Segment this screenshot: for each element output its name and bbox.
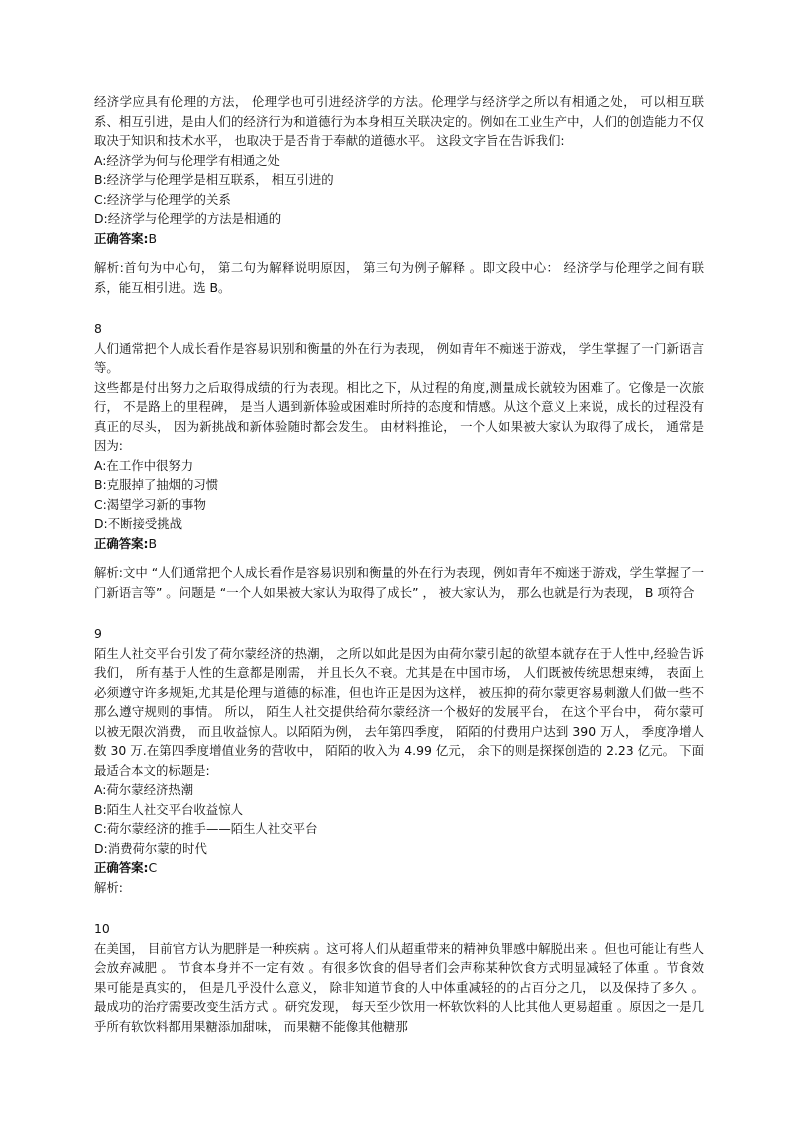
- question-7-stem: 经济学应具有伦理的方法， 伦理学也可引进经济学的方法。伦理学与经济学之所以有相通之处， 可以相互联系、相互引进，是由人们的经济行为和道德行为本身相互关联决定的。例如在工业生产中，人们的创造能力不仅取决于知识和技术水平， 也取决于是否肯于奉献的道德水平。 这段文字旨在告诉我们:: [94, 94, 704, 148]
- question-7-option-b: B:经济学与伦理学是相互联系， 相互引进的: [94, 172, 334, 187]
- question-8-option-a: A:在工作中很努力: [94, 457, 194, 473]
- question-8-stem-1: 人们通常把个人成长看作是容易识别和衡量的外在行为表现， 例如青年不痴迷于游戏， 学生掌握了一门新语言等。: [94, 340, 704, 375]
- answer-label: 正确答案:: [94, 230, 149, 246]
- question-9-option-c: C:荷尔蒙经济的推手——陌生人社交平台: [94, 821, 318, 836]
- question-8-stem-2: 这些都是付出努力之后取得成绩的行为表现。相比之下，从过程的角度,测量成长就较为困难了。它像是一次旅行， 不是路上的里程碑， 是当人遇到新体验或困难时所持的态度和情感。从这个意义上来说，成长的过程没有真正的尽头， 因为新挑战和新体验随时都会发生。 由材料推论， 一个人如果被大家认为取得了成长， 通常是因为:: [94, 379, 704, 453]
- question-7-option-d: D:经济学与伦理学的方法是相通的: [94, 211, 282, 226]
- question-9-analysis: 解析:: [94, 879, 123, 895]
- question-9-stem: 陌生人社交平台引发了荷尔蒙经济的热潮， 之所以如此是因为由荷尔蒙引起的欲望本就存在于人性中,经验告诉我们， 所有基于人性的生意都是刚需， 并且长久不衰。尤其是在中国市场， 人们既被传统思想束缚， 表面上必须遵守许多规矩,尤其是伦理与道德的标准，但也许正是因为这样， 被压抑的荷尔蒙更容易刺激人们做一些不那么遵守规则的事情。 所以， 陌生人社交提供给荷尔蒙经济一个极好的发展平台， 在这个平台中， 荷尔蒙可以被无限次消费， 而且收益惊人。以陌陌为例， 去年第四季度， 陌陌的付费用户达到 390 万人， 季度净增人数 30 万.在第四季度增值业务的营收中， 陌陌的收入为 4.99 亿元， 余下的则是探探创造的 2.23 亿元。 下面最适合本文的标题是:: [94, 645, 704, 778]
- question-8-answer: [94, 534, 704, 554]
- answer-label: 正确答案:: [94, 860, 149, 875]
- question-8-number: 8: [94, 321, 102, 336]
- question-8-option-d: D:不断接受挑战: [94, 516, 183, 531]
- question-8-answer-value: B: [148, 535, 158, 551]
- question-7-answer: [94, 229, 704, 249]
- question-7-answer-value: B: [148, 230, 158, 246]
- question-9-answer: [94, 858, 704, 878]
- question-7-option-a: A:经济学为何与伦理学有相通之处: [94, 152, 280, 168]
- document-page: [94, 92, 704, 1036]
- question-9-option-a: A:荷尔蒙经济热潮: [94, 782, 194, 797]
- question-9-option-b: B:陌生人社交平台收益惊人: [94, 801, 243, 817]
- question-9-answer-value: C: [148, 860, 158, 875]
- question-8-option-b: B:克服掉了抽烟的习惯: [94, 477, 219, 492]
- question-9-number: 9: [94, 626, 102, 641]
- question-8-analysis: 解析:文中 “人们通常把个人成长看作是容易识别和衡量的外在行为表现，例如青年不痴迷于游戏，学生掌握了一门新语言等” 。问题是 “一个人如果被大家认为取得了成长” ， 被大家认为， 那么也就是行为表现， B 项符合: [94, 565, 704, 600]
- question-10-number: 10: [94, 921, 110, 936]
- question-7-option-c: C:经济学与伦理学的关系: [94, 191, 231, 207]
- question-8-option-c: C:渴望学习新的事物: [94, 496, 206, 512]
- answer-label: 正确答案:: [94, 535, 149, 551]
- question-7-analysis: 解析:首句为中心句， 第二句为解释说明原因， 第三句为例子解释 。即文段中心： 经济学与伦理学之间有联系，能互相引进。选 B。: [94, 260, 704, 295]
- question-10-stem: 在美国， 目前官方认为肥胖是一种疾病 。这可将人们从超重带来的精神负罪感中解脱出来 。但也可能让有些人会放弃减肥 。 节食本身并不一定有效 。有很多饮食的倡导者们会声称某种饮食方式明显减轻了体重 。节食效果可能是真实的， 但是几乎没什么意义， 除非知道节食的人中体重减轻的的占百分之几， 以及保持了多久 。 最成功的治疗需要改变生活方式 。研究发现， 每天至少饮用一杯软饮料的人比其他人更易超重 。原因之一是几乎所有软饮料都用果糖添加甜味， 而果糖不能像其他糖那: [94, 940, 704, 1034]
- question-9-option-d: D:消费荷尔蒙的时代: [94, 840, 207, 856]
